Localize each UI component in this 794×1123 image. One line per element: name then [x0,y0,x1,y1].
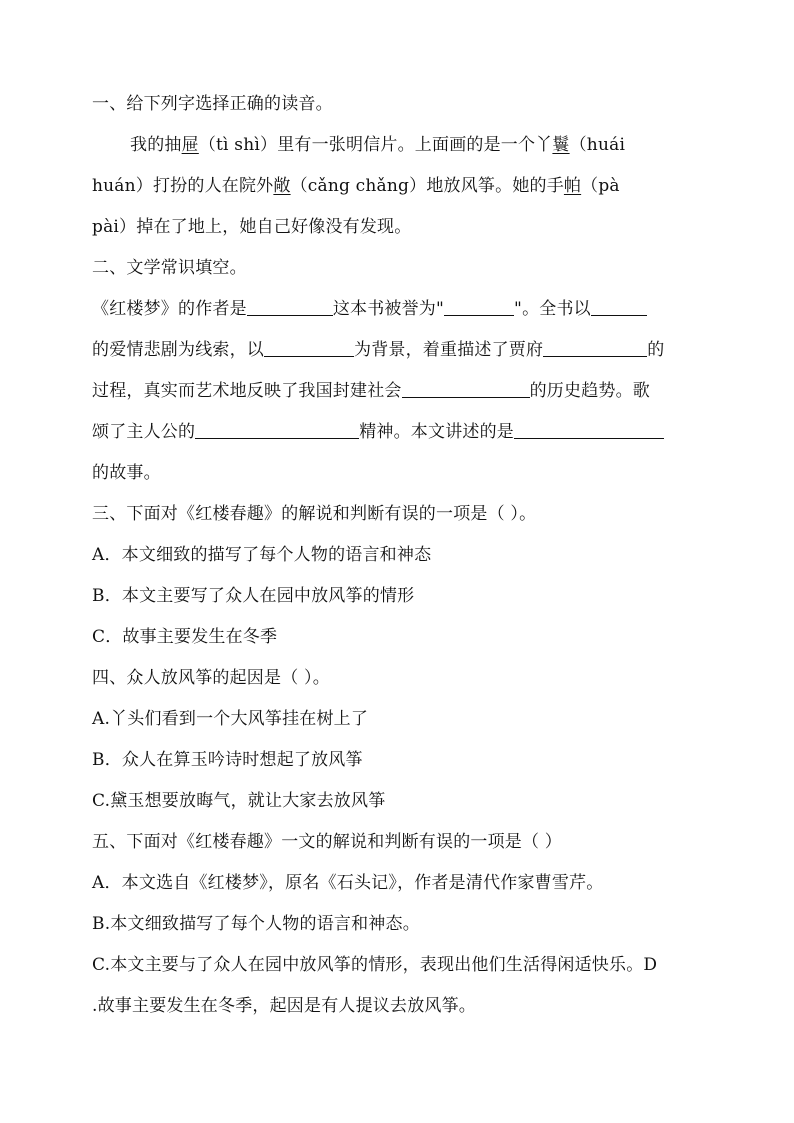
text: 这本书被誉为" [332,299,445,319]
fill-blank[interactable] [195,422,359,439]
text: 为背景，着重描述了贾府 [354,340,544,360]
section-1-line-3: pài）掉在了地上，她自己好像没有发现。 [92,217,412,237]
section-3-title: 三、下面对《红楼春趣》的解说和判断有误的一项是（ ）。 [92,504,537,524]
text: （huái [569,135,626,155]
section-5-title: 五、下面对《红楼春趣》一文的解说和判断有误的一项是（ ） [92,832,563,852]
section-4-option-c: C.黛玉想要放晦气，就让大家去放风筝 [92,791,386,811]
underlined-char: 敞 [273,176,291,196]
text: 的爱情悲剧为线索，以 [92,340,264,360]
fill-blank[interactable] [514,422,664,439]
text: 颂了主人公的 [92,422,196,442]
section-2-line-3 [92,371,710,412]
section-1-line-1 [92,125,710,166]
section-3-option-c: C．故事主要发生在冬季 [92,627,278,647]
section-3-option-a: A．本文细致的描写了每个人物的语言和神态 [92,545,432,565]
text: 《红楼梦》的作者是 [92,299,247,319]
text: huán）打扮的人在院外 [92,176,274,196]
section-5-option-c: C.本文主要与了众人在园中放风筝的情形，表现出他们生活得闲适快乐。D [92,955,658,975]
text: "。全书以 [514,299,591,319]
fill-blank[interactable] [247,299,333,316]
underlined-char: 鬟 [552,135,570,155]
fill-blank[interactable] [444,299,514,316]
fill-blank[interactable] [591,299,647,316]
section-5-option-d: .故事主要发生在冬季，起因是有人提议去放风筝。 [92,996,477,1016]
section-1-line-2 [92,166,710,207]
section-4-option-b: B．众人在算玉吟诗时想起了放风筝 [92,750,363,770]
text: 的 [647,340,665,360]
text: （cǎng chǎng）地放风筝。她的手 [290,176,564,196]
underlined-char: 屉 [181,135,199,155]
fill-blank[interactable] [543,340,647,357]
section-5-option-a: A．本文选自《红楼梦》，原名《石头记》，作者是清代作家曹雪芹。 [92,873,604,893]
text: （tì shì）里有一张明信片。上面画的是一个丫 [198,135,553,155]
text: （pà [581,176,620,196]
section-2-line-2 [92,330,710,371]
section-4-option-a: A.丫头们看到一个大风筝挂在树上了 [92,709,369,729]
section-2-line-1 [92,289,710,330]
section-2-line-5: 的故事。 [92,463,161,483]
worksheet-page [92,84,710,1027]
section-2-title: 二、文学常识填空。 [92,258,247,278]
text: 的历史趋势。歌 [529,381,651,401]
section-5-option-b: B.本文细致描写了每个人物的语言和神态。 [92,914,420,934]
section-3-option-b: B．本文主要写了众人在园中放风筝的情形 [92,586,415,606]
text: 精神。本文讲述的是 [359,422,515,442]
section-2-line-4 [92,412,710,453]
text: 我的抽 [130,135,182,155]
fill-blank[interactable] [402,381,530,398]
section-1-title: 一、给下列字选择正确的读音。 [92,94,333,114]
section-4-title: 四、众人放风筝的起因是（ ）。 [92,668,330,688]
text: 过程，真实而艺术地反映了我国封建社会 [92,381,402,401]
underlined-char: 帕 [563,176,582,196]
fill-blank[interactable] [264,340,354,357]
